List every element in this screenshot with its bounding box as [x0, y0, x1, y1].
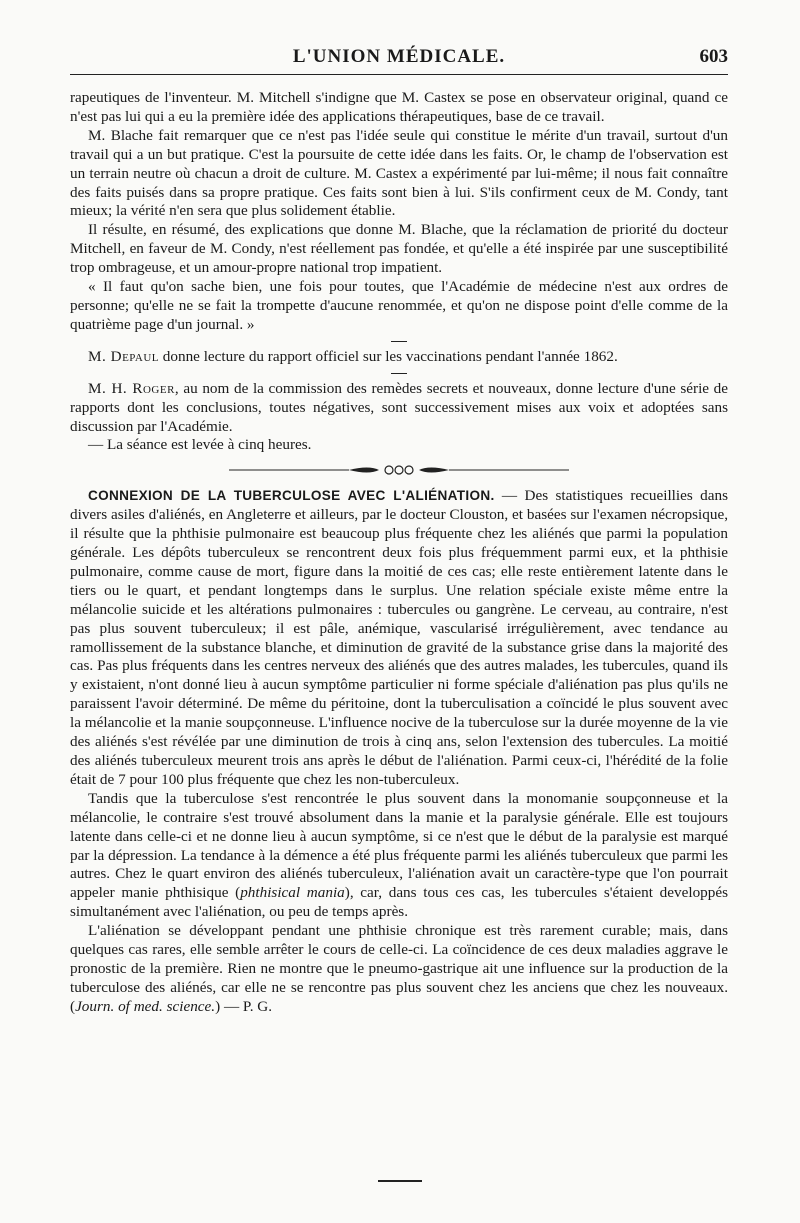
paragraph — [70, 790, 728, 922]
footer-rule — [378, 1180, 422, 1182]
paragraph-text: donne lecture du rapport officiel sur les vaccinations pendant l'année 1862. — [159, 347, 618, 365]
paragraph: M. Blache fait remarquer que ce n'est pas l'idée seule qui constitue le mérite d'un travail, surtout d'un travail qui a un but pratique. C'est la poursuite de cette idée dans les faits. Or, le champ de l'observation est un terrain neutre où chacun a droit de culture. M. Castex a expérimenté par lui-même; il nous fait connaître des faits puisés dans sa propre pratique. Ces faits sont bien à lui. S'ils confirment ceux de M. Condy, tant mieux; la vérité n'en sera que plus solidement établie. — [70, 126, 728, 220]
speaker-name: M. Depaul — [88, 347, 159, 365]
separator-rule — [391, 341, 407, 342]
paragraph — [70, 487, 728, 790]
running-title: L'UNION MÉDICALE. — [292, 46, 506, 67]
paragraph — [70, 380, 728, 437]
article-body — [70, 89, 728, 1017]
ornament-divider — [229, 463, 569, 477]
page-number: 603 — [699, 46, 728, 67]
paragraph-text: , au nom de la commission des remèdes secrets et nouveaux, donne lecture d'une série de rapports dont les conclusions, toutes négatives, sont successivement mises aux voix et adoptées sans discussion par l'Académie. — [70, 379, 728, 435]
paragraph — [70, 348, 728, 367]
paragraph-text: — Des statistiques recueillies dans divers asiles d'aliénés, en Angleterre et ailleurs, par le docteur Clouston, et basées sur l'examen nécropsique, il résulte que la phthisie pulmonaire est beaucoup plus fréquente chez les aliénés que parmi la population générale. Les dépôts tuberculeux se rencontrent deux fois plus fréquemment parmi eux, et la phthisie pulmonaire, comme cause de mort, figure dans la moitié de ces cas; elle reste entièrement latente dans le tiers ou le quart, et pendant longtemps dans le surplus. Une relation spéciale existe même entre la mélancolie suicide et les altérations pulmonaires : tubercules ou gangrène. Le cerveau, au contraire, n'est pas plus souvent tuberculeux; il est pâle, anémique, vascularisé irrégulièrement, avec tendance au ramollissement de la substance blanche, et diminution de gravité de la substance grise dans la majorité des cas. Pas plus fréquents dans les centres nerveux des aliénés que des autres malades, les tubercules, quand ils y existaient, n'ont donné lieu à aucun symptôme particulier ni forme spéciale d'aliénation pas plus qu'ils ne paraissent l'avoir déterminé. De même du péritoine, dont la tuberculisation a coïncidé le plus souvent avec la mélancolie et la manie soupçonneuse. L'influence nocive de la tuberculose sur la durée moyenne de la vie des aliénés s'est révélée par une diminution de trois à cinq ans, selon l'extension des tubercules. La moitié des aliénés tuberculeux meurent trois ans après le début de l'aliénation. Parmi ceux-ci, l'hérédité de la folie était de 7 pour 100 plus fréquente que chez les non-tuberculeux. — [70, 487, 728, 788]
paragraph: — La séance est levée à cinq heures. — [88, 436, 312, 454]
paragraph-text: L'aliénation se développant pendant une phthisie chronique est très rarement curable; mais, dans quelques cas rares, elle semble arrêter le cours de celle-ci. La coïncidence de ces deux maladies aggrave le pronostic de la première. Rien ne montre que le pneumo-gastrique ait une influence sur la production de la tuberculose des aliénés, car elle ne se rencontre pas plus souvent chez les anciens que chez les nouveaux. ( — [70, 922, 728, 1015]
page — [70, 40, 728, 1017]
paragraph: Il résulte, en résumé, des explications que donne M. Blache, que la réclamation de priorité du docteur Mitchell, en faveur de M. Condy, n'est réellement pas fondée, et qu'elle a été inspirée par une susceptibilité trop ombrageuse, et un amour-propre national trop impatient. — [70, 221, 728, 277]
page-header — [70, 40, 728, 75]
paragraph — [70, 922, 728, 1017]
paragraph: « Il faut qu'on sache bien, une fois pour toutes, que l'Académie de médecine n'est aux ordres de personne; qu'elle ne se fait la trompette d'aucune renommée, et qu'on ne dispose point d'elle comme de la quatrième page d'un journal. » — [70, 278, 728, 333]
separator-rule — [391, 373, 407, 374]
italic-term: phthisical mania — [240, 884, 345, 902]
section-title: CONNEXION DE LA TUBERCULOSE AVEC L'ALIÉNATION. — [88, 488, 495, 504]
italic-citation: Journ. of med. science. — [75, 997, 216, 1015]
paragraph-text: ), car, dans tous ces cas, les tubercules s'étaient developpés simultanément avec l'aliénation, ou peu de temps après. — [70, 884, 728, 921]
paragraph-text: Tandis que la tuberculose s'est rencontrée le plus souvent dans la monomanie soupçonneuse et la mélancolie, le contraire s'est trouvé absolument dans la manie et la paralysie générale. Elle est toujours latente dans celle-ci et ne donne lieu à aucun symptôme, si ce n'est que le début de la paralysie est marqué par la dépression. La tendance à la démence a été plus fréquente parmi les aliénés tuberculeux que parmi les autres. Chez le quart environ des aliénés tuberculeux, l'aliénation avait un caractère-type que l'on pourrait appeler manie phthisique ( — [70, 789, 728, 902]
speaker-name: M. H. Roger — [88, 379, 175, 397]
paragraph: rapeutiques de l'inventeur. M. Mitchell s'indigne que M. Castex se pose en observateur original, quand ce n'est pas lui qui a eu la première idée des applications thérapeutiques, base de ce travail. — [70, 89, 728, 125]
paragraph-text: ) — P. G. — [215, 997, 273, 1015]
